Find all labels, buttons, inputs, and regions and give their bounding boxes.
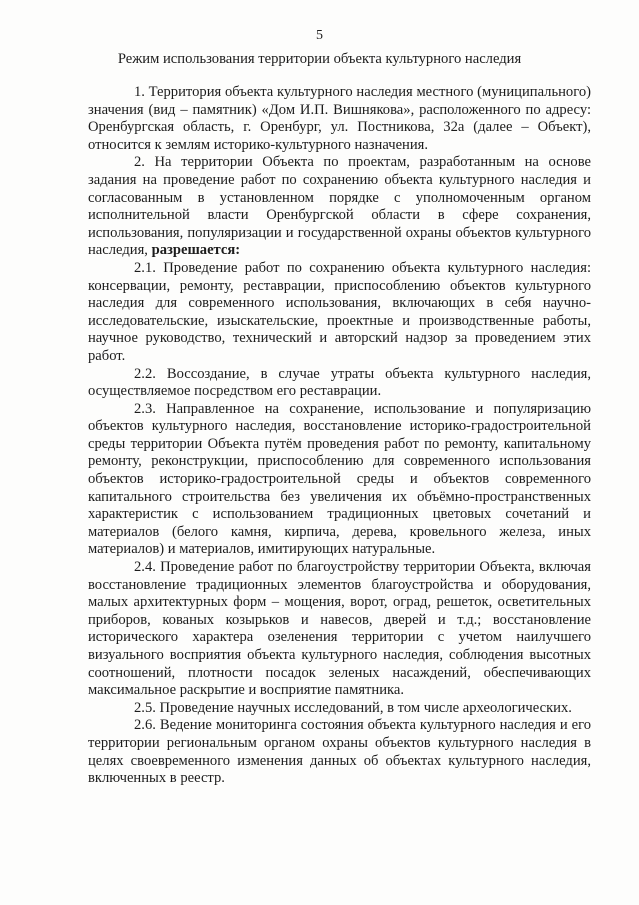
- paragraph-2-4-text: 2.4. Проведение работ по благоустройству территории Объекта, включая восстановление традиционных элементов благоустройства и оборудования, малых архитектурных форм – мощения, ворот, оград, решеток, осветительных приборов, кованых козырьков и навесов, дверей и т.д.; восстановление исторического характера озеленения территории с учетом наилучшего визуального восприятия объекта культурного наследия, соблюдения высотных соотношений, плотности посадок зеленых насаждений, обеспечивающих максимальное раскрытие и восприятие памятника.: [88, 559, 591, 699]
- paragraph-2-1-text: 2.1. Проведение работ по сохранению объекта культурного наследия: консервации, ремонту, реставрации, приспособлению объектов культурного наследия для современного использования, включающих в себя научно-исследовательские, изыскательские, проектные и производственные работы, научное руководство, технический и авторский надзор за проведением этих работ.: [88, 259, 591, 364]
- paragraph-2-text: 2. На территории Объекта по проектам, разработанным на основе задания на проведение работ по сохранению объекта культурного наследия и согласованным в установленном порядке с уполномоченным органом исполнительной власти Оренбургской области в сфере сохранения, использования, популяризации и государственной охраны объектов культурного наследия,: [88, 154, 591, 259]
- paragraph-2-6-text: 2.6. Ведение мониторинга состояния объекта культурного наследия и его территории региональным органом охраны объектов культурного наследия в целях своевременного изменения данных об объектах культурного наследия, включенных в реестр.: [88, 717, 591, 787]
- paragraph-2-3-text: 2.3. Направленное на сохранение, использование и популяризацию объектов культурного наследия, восстановление историко-градостроительной среды территории Объекта путём проведения работ по ремонту, капитальному ремонту, реконструкции, приспособлению для современного использования объектов историко-градостроительной среды и объектов современного капитального строительства без увеличения их объёмно-пространственных характеристик с использованием традиционных цветовых сочетаний и материалов (белого камня, кирпича, дерева, кровельного железа, иных материалов) и материалов, имитирующих натуральные.: [88, 400, 591, 558]
- paragraph-2-6: [88, 717, 591, 787]
- paragraph-2-2-text: 2.2. Воссоздание, в случае утраты объекта культурного наследия, осуществляемое посредством его реставрации.: [88, 365, 591, 400]
- paragraph-2: [88, 154, 591, 260]
- paragraph-2-5: [88, 700, 591, 718]
- page-number: 5: [316, 28, 323, 43]
- paragraph-2-3: [88, 401, 591, 559]
- paragraph-2-5-text: 2.5. Проведение научных исследований, в том числе археологических.: [134, 699, 572, 716]
- paragraph-2-2: [88, 366, 591, 401]
- document-body: [88, 84, 591, 788]
- paragraph-2-bold: разрешается:: [151, 242, 241, 259]
- paragraph-2-1: [88, 260, 591, 366]
- paragraph-2-4: [88, 559, 591, 700]
- paragraph-1: [88, 84, 591, 154]
- paragraph-1-text: 1. Территория объекта культурного наследия местного (муниципального) значения (вид – памятник) «Дом И.П. Вишнякова», расположенного по адресу: Оренбургская область, г. Оренбург, ул. Постникова, 32а (далее – Объект), относится к землям историко-культурного назначения.: [88, 84, 591, 153]
- page-title: Режим использования территории объекта культурного наследия: [117, 51, 522, 67]
